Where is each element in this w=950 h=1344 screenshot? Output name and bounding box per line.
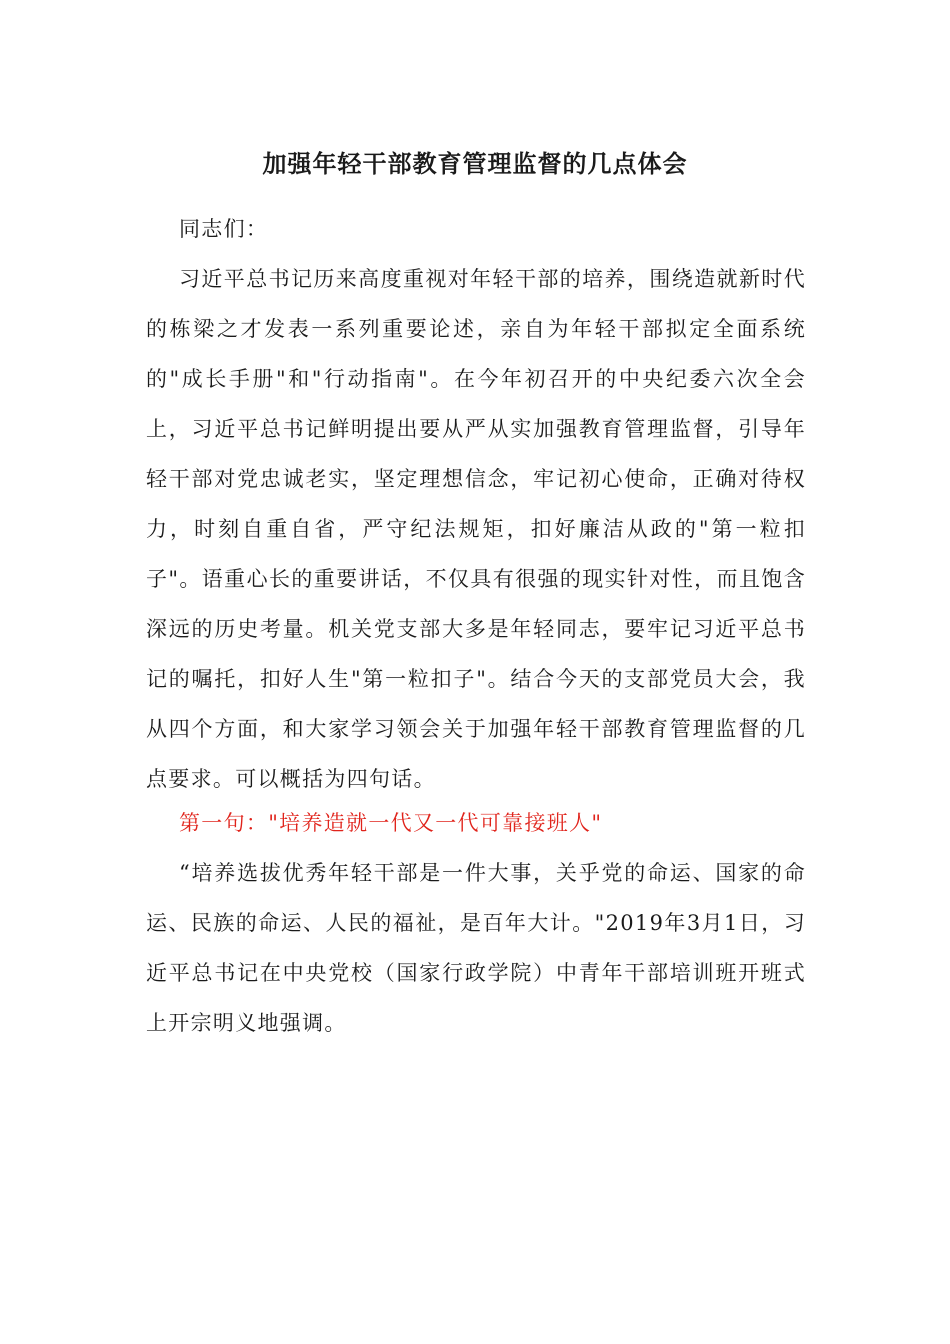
section-heading-1: 第一句："培养造就一代又一代可靠接班人" [179, 811, 603, 835]
document-title: 加强年轻干部教育管理监督的几点体会 [262, 149, 688, 178]
paragraph-1: 习近平总书记历来高度重视对年轻干部的培养，围绕造就新时代的栋梁之才发表一系列重要论述，亲自为年轻干部拟定全面系统的"成长手册"和"行动指南"。在今年初召开的中央纪委六次全会上，习近平总书记鲜明提出要从严从实加强教育管理监督，引导年轻干部对党忠诚老实，坚定理想信念，牢记初心使命，正确对待权力，时刻自重自省，严守纪法规矩，扣好廉洁从政的"第一粒扣子"。语重心长的重要讲话，不仅具有很强的现实针对性，而且饱含深远的历史考量。机关党支部大多是年轻同志，要牢记习近平总书记的嘱托，扣好人生"第一粒扣子"。结合今天的支部党员大会，我从四个方面，和大家学习领会关于加强年轻干部教育管理监督的几点要求。可以概括为四句话。 [146, 267, 806, 791]
paragraph-2: “培养选拔优秀年轻干部是一件大事，关乎党的命运、国家的命运、民族的命运、人民的福祉，是百年大计。"2019年3月1日，习近平总书记在中央党校（国家行政学院）中青年干部培训班开班式上开宗明义地强调。 [146, 861, 806, 1035]
greeting: 同志们： [179, 217, 269, 241]
